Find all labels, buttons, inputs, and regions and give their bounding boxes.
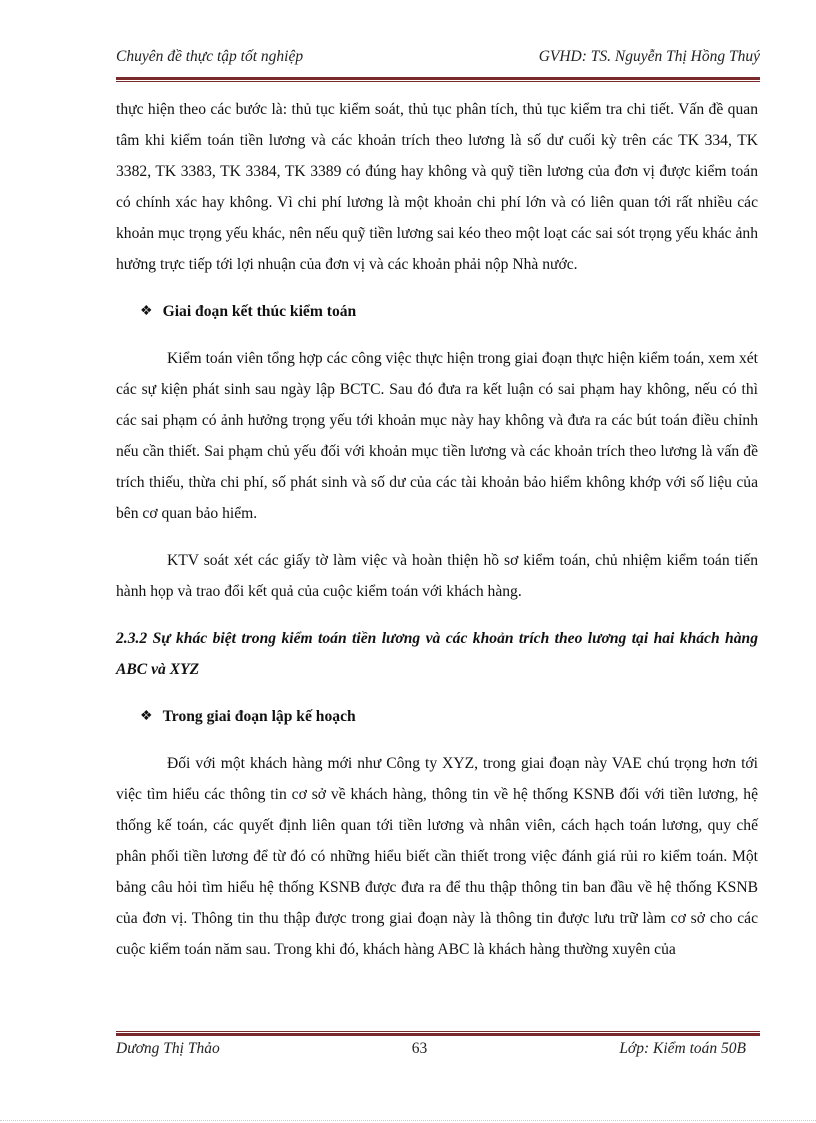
subheading-lap-ke-hoach (140, 701, 758, 732)
page-footer (116, 1040, 746, 1058)
page-header (116, 48, 760, 66)
paragraph-3: KTV soát xét các giấy tờ làm việc và hoàn thiện hồ sơ kiểm toán, chủ nhiệm kiểm toán tiến hành họp và trao đổi kết quả của cuộc kiểm toán với khách hàng. (116, 552, 758, 600)
document-body (116, 94, 758, 965)
page-number: 63 (411, 1040, 428, 1057)
diamond-bullet-icon: ❖ (140, 709, 153, 724)
paragraph-1: thực hiện theo các bước là: thủ tục kiểm soát, thủ tục phân tích, thủ tục kiểm tra chi tiết. Vấn đề quan tâm khi kiểm toán tiền lương và các khoản trích theo lương là số dư cuối kỳ trên các TK 334, TK 3382, TK 3383, TK 3384, TK 3389 có đúng hay không và quỹ tiền lương của đơn vị được kiểm toán có chính xác hay không. Vì chi phí lương là một khoản chi phí lớn và có liên quan tới rất nhiều các khoản mục trọng yếu khác, nên nếu quỹ tiền lương sai kéo theo một loạt các sai sót trọng yếu khác ảnh hưởng trực tiếp tới lợi nhuận của đơn vị và các khoản phải nộp Nhà nước. (116, 101, 759, 273)
subheading-ket-thuc (140, 296, 758, 327)
header-title: Chuyên đề thực tập tốt nghiệp (116, 48, 304, 65)
footer-class: Lớp: Kiểm toán 50B (619, 1040, 746, 1057)
subheading-label: Giai đoạn kết thúc kiểm toán (162, 303, 357, 320)
footer-author: Dương Thị Thảo (116, 1040, 220, 1057)
paragraph-2: Kiểm toán viên tổng hợp các công việc thực hiện trong giai đoạn thực hiện kiểm toán, xem xét các sự kiện phát sinh sau ngày lập BCTC. Sau đó đưa ra kết luận có sai phạm hay không, nếu có thì các sai phạm có ảnh hưởng trọng yếu tới khoản mục này hay không và đưa ra các bút toán điều chỉnh nếu cần thiết. Sai phạm chủ yếu đối với khoản mục tiền lương và các khoản trích theo lương là vấn đề trích thiếu, thừa chi phí, số phát sinh và số dư của các tài khoản bảo hiểm không khớp với số liệu của bên cơ quan bảo hiểm. (116, 350, 758, 522)
page-edge-divider (0, 1120, 816, 1121)
footer-rule (116, 1031, 760, 1036)
header-advisor: GVHD: TS. Nguyễn Thị Hồng Thuý (538, 48, 760, 65)
subheading-label: Trong giai đoạn lập kế hoạch (162, 708, 356, 725)
diamond-bullet-icon: ❖ (140, 304, 153, 319)
paragraph-4: Đối với một khách hàng mới như Công ty XYZ, trong giai đoạn này VAE chú trọng hơn tới việc tìm hiểu các thông tin cơ sở về khách hàng, thông tin về hệ thống KSNB đối với tiền lương, hệ thống kế toán, các quyết định liên quan tới tiền lương và nhân viên, cách hạch toán lương, quy chế phân phối tiền lương để từ đó có những hiểu biết cần thiết trong việc đánh giá rủi ro kiểm toán. Một bảng câu hỏi tìm hiểu hệ thống KSNB được đưa ra để thu thập thông tin ban đầu về hệ thống KSNB của đơn vị. Thông tin thu thập được trong giai đoạn này là thông tin được lưu trữ làm cơ sở cho các cuộc kiểm toán năm sau. Trong khi đó, khách hàng ABC là khách hàng thường xuyên của (116, 755, 758, 958)
section-heading-2-3-2: 2.3.2 Sự khác biệt trong kiểm toán tiền lương và các khoản trích theo lương tại hai khách hàng ABC và XYZ (116, 630, 758, 678)
header-rule (116, 77, 760, 82)
